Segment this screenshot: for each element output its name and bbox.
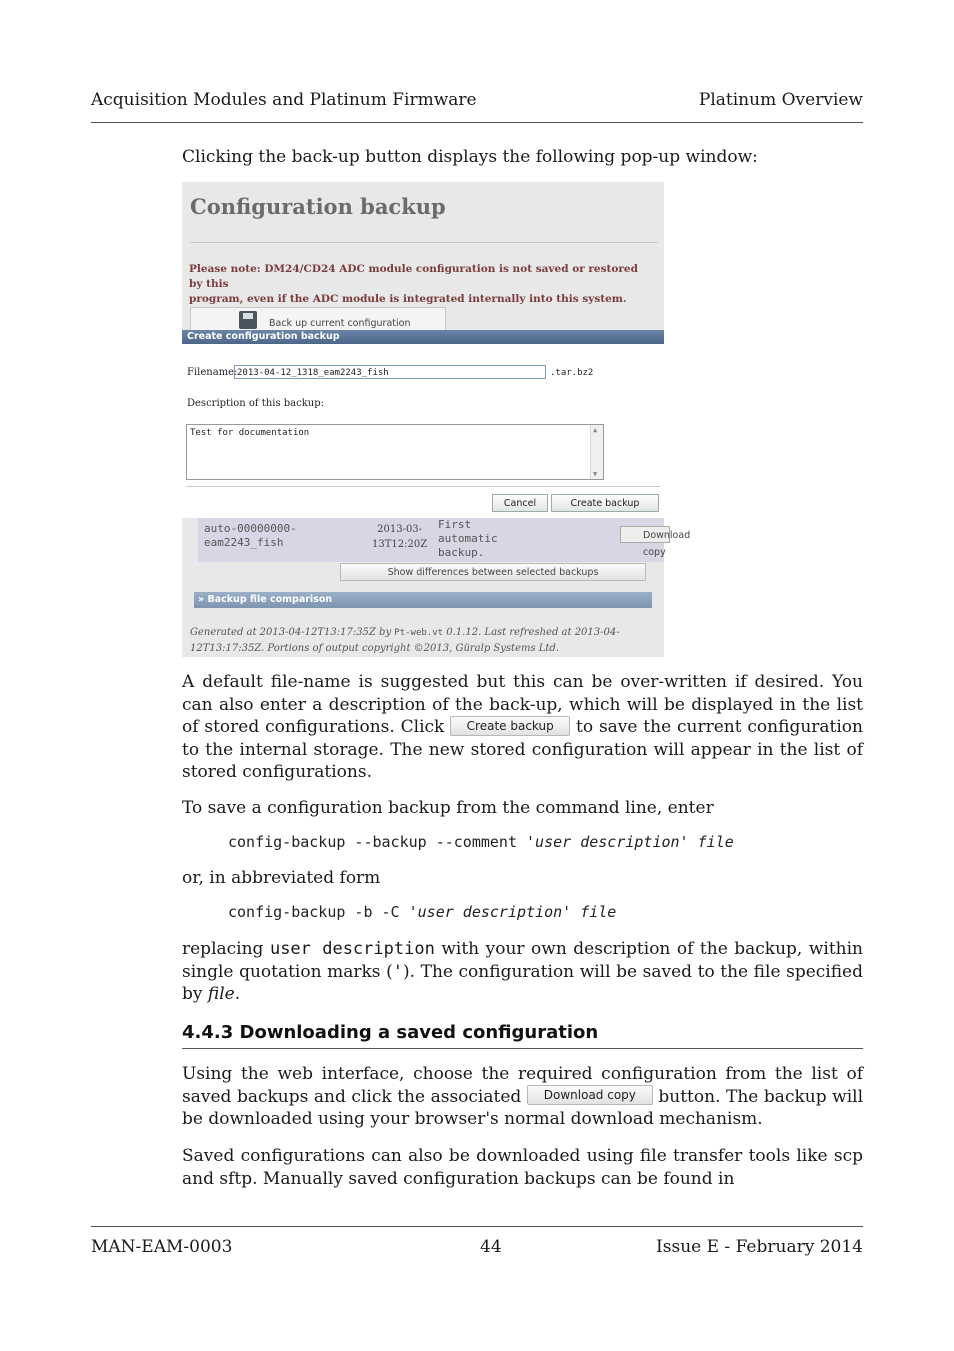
para4-code: user description: [269, 939, 435, 959]
backup-name-line-1: auto-00000000-: [204, 522, 297, 535]
adc-note: [189, 262, 649, 307]
scroll-down-icon[interactable]: ▼: [593, 470, 598, 478]
para5-text-b: button. The backup will be downloaded using your browser's normal download mechanism.: [182, 1086, 864, 1130]
paragraph-file-transfer: Saved configurations can also be downloaded using file transfer tools like scp and sftp. Manually saved configuration backups can be found in: [182, 1146, 863, 1189]
code2-prefix: config-backup -b -C ': [228, 903, 418, 921]
footer-document-id: MAN-EAM-0003: [91, 1237, 233, 1257]
description-textarea[interactable]: [186, 424, 604, 480]
header-rule: [91, 122, 863, 123]
para5-text-a: Using the web interface, choose the required configuration from the list of saved backups and click the associated: [182, 1064, 863, 1107]
filename-input[interactable]: 2013-04-12_1318_eam2243_fish: [234, 365, 546, 379]
backup-desc-line-1: First: [438, 518, 472, 531]
backup-date: [372, 522, 427, 552]
backup-name: [204, 522, 297, 550]
section-heading: 4.4.3 Downloading a saved configuration: [182, 1022, 599, 1043]
backup-file-comparison-bar[interactable]: [194, 592, 652, 608]
code1-quote: ': [679, 833, 698, 851]
filename-extension: .tar.bz2: [550, 368, 594, 378]
command-example-long: [228, 833, 734, 851]
comparison-bar-label: Backup file comparison: [207, 594, 333, 605]
paragraph-replacing: [182, 938, 863, 1006]
note-line-2: program, even if the ADC module is integrated internally into this system.: [189, 293, 627, 305]
configuration-backup-screenshot: [182, 182, 691, 657]
section-rule: [182, 1048, 863, 1049]
backup-list-row[interactable]: [198, 518, 691, 562]
footer-part-2: 0.1.12. Last refreshed at 2013-04-: [446, 627, 620, 638]
para4-text-c: ). The configuration will be saved to the file specified by: [182, 961, 864, 1005]
footer-program: Pt-web.vt: [394, 628, 444, 638]
description-text: Test for documentation: [190, 428, 310, 438]
para1-text-a: A default file-name is suggested but this can be over-written if desired. You can also enter a description of the back-up, which will be displayed in the list of stored configurations. Click: [182, 672, 863, 738]
inline-download-copy-button: Download copy: [527, 1085, 653, 1105]
para1-text-b: to save the current configuration to the internal storage. The new stored configuration will appear in the list of stored configurations.: [182, 717, 863, 783]
code1-file: file: [697, 833, 734, 851]
para4-text-d: .: [234, 984, 241, 1005]
paragraph-command-line: To save a configuration backup from the command line, enter: [182, 798, 714, 818]
backup-desc-line-3: backup.: [438, 546, 485, 559]
scroll-up-icon[interactable]: ▲: [593, 426, 598, 434]
create-backup-dialog: [182, 330, 664, 518]
row-download-button[interactable]: Download copy: [620, 526, 670, 543]
paragraph-default-filename: [182, 671, 863, 784]
dialog-title-bar[interactable]: Create configuration backup: [182, 330, 664, 344]
command-example-short: [228, 903, 616, 921]
footer-line-2: 12T13:17:35Z. Portions of output copyright ©2013, Güralp Systems Ltd.: [190, 643, 560, 654]
description-label: Description of this backup:: [187, 398, 325, 409]
back-up-current-configuration-button[interactable]: [190, 307, 446, 331]
running-header-left: Acquisition Modules and Platinum Firmware: [91, 90, 477, 110]
show-differences-button[interactable]: Show differences between selected backups: [340, 563, 646, 581]
back-up-button-label: Back up current configuration: [269, 318, 411, 329]
expand-arrow-icon: »: [198, 594, 208, 605]
para4-text-b: with your own description of the backup, within single quotation marks (: [182, 939, 864, 982]
textarea-scrollbar[interactable]: [590, 425, 603, 479]
footer-rule: [91, 1226, 863, 1227]
para4-text-a: replacing: [182, 939, 264, 959]
floppy-disk-icon: [239, 311, 257, 329]
inline-create-backup-button: Create backup: [450, 716, 570, 736]
intro-paragraph: Clicking the back-up button displays the following pop-up window:: [182, 147, 758, 167]
cancel-button[interactable]: Cancel: [492, 494, 548, 512]
backup-date-line-1: 2013-03-: [377, 524, 423, 535]
create-backup-button[interactable]: Create backup: [551, 494, 659, 512]
generated-footer: [190, 625, 658, 656]
code2-file: file: [580, 903, 617, 921]
backup-description: [438, 518, 498, 560]
code2-argument: user description: [417, 903, 563, 921]
backup-name-line-2: eam2243_fish: [204, 536, 284, 549]
code2-quote: ': [562, 903, 581, 921]
backup-desc-line-2: automatic: [438, 532, 498, 545]
paragraph-abbreviated: or, in abbreviated form: [182, 868, 381, 888]
footer-issue: Issue E - February 2014: [656, 1237, 863, 1257]
title-divider: [190, 242, 658, 243]
dialog-divider: [186, 486, 660, 487]
code1-prefix: config-backup --backup --comment ': [228, 833, 536, 851]
para4-file: file: [207, 984, 235, 1005]
footer-part-1: Generated at 2013-04-12T13:17:35Z by: [190, 627, 392, 638]
note-line-1: Please note: DM24/CD24 ADC module configuration is not saved or restored by this: [189, 263, 638, 290]
code1-argument: user description: [535, 833, 680, 851]
paragraph-download-web: [182, 1063, 863, 1131]
para4-quote: ': [392, 961, 403, 982]
filename-label: Filename:: [187, 367, 238, 378]
running-header-right: Platinum Overview: [698, 90, 863, 110]
config-backup-title: Configuration backup: [190, 194, 446, 219]
backup-date-line-2: 13T12:20Z: [372, 539, 428, 550]
footer-page-number: 44: [480, 1237, 502, 1257]
